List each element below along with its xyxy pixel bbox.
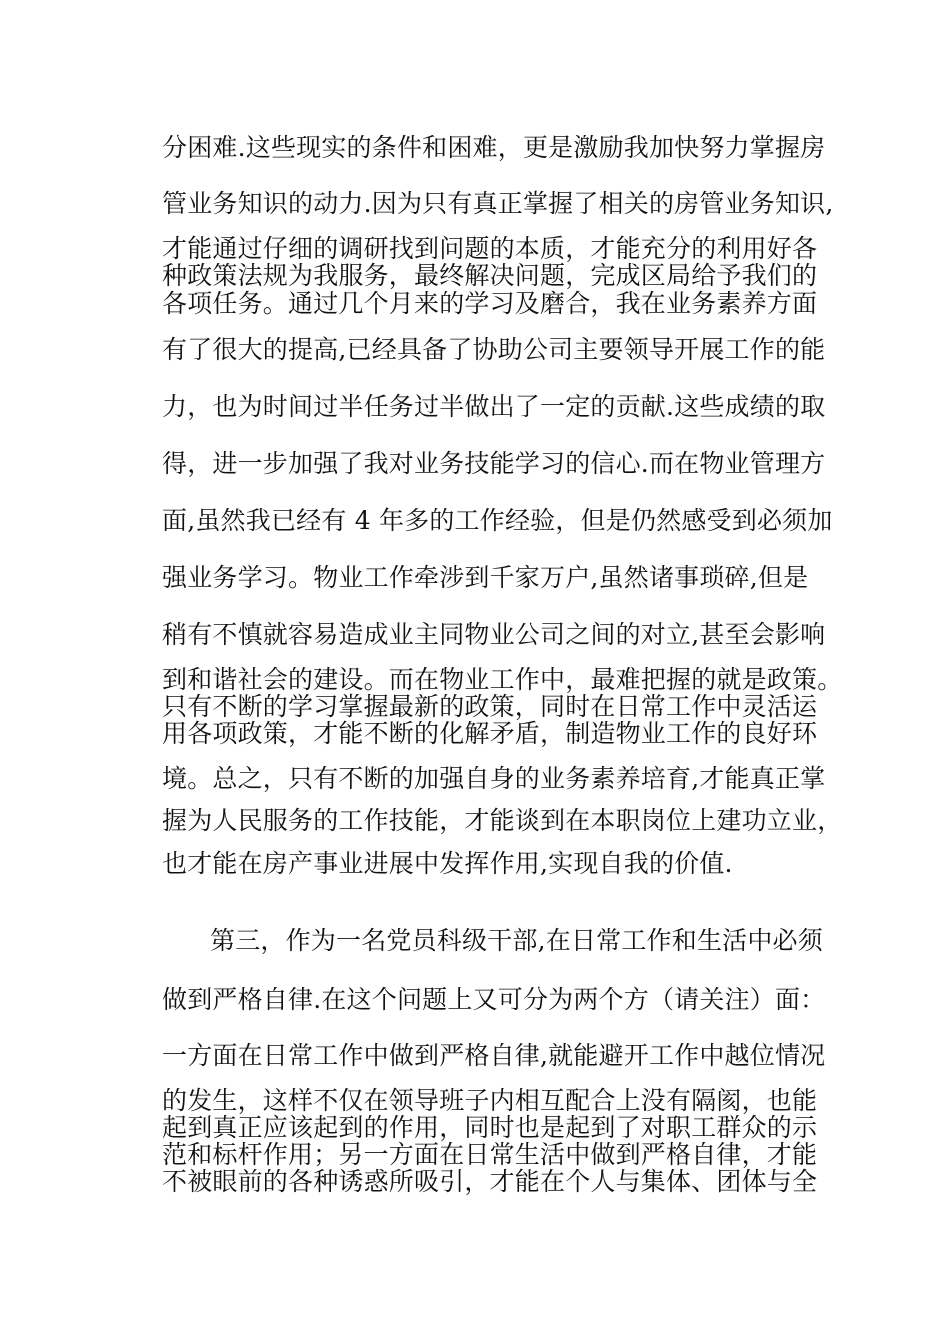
text-line: 一方面在日常工作中做到严格自律,就能避开工作中越位情况 bbox=[162, 1041, 826, 1070]
paragraph-start-line: 第三，作为一名党员科级干部,在日常工作和生活中必须 bbox=[210, 926, 823, 955]
text-line: 各项任务。通过几个月来的学习及磨合，我在业务素养方面 bbox=[162, 289, 818, 318]
text-line: 种政策法规为我服务，最终解决问题，完成区局给予我们的 bbox=[162, 261, 818, 290]
text-line: 也才能在房产事业进展中发挥作用,实现自我的价值. bbox=[162, 849, 733, 878]
text-line: 起到真正应该起到的作用，同时也是起到了对职工群众的示 bbox=[162, 1113, 818, 1142]
text-line: 力，也为时间过半任务过半做出了一定的贡献.这些成绩的取 bbox=[162, 392, 826, 421]
text-line: 只有不断的学习掌握最新的政策，同时在日常工作中灵活运 bbox=[162, 692, 818, 721]
text-line: 才能通过仔细的调研找到问题的本质，才能充分的利用好各 bbox=[162, 234, 818, 263]
text-line: 范和标杆作用；另一方面在日常生活中做到严格自律，才能 bbox=[162, 1140, 818, 1169]
text-line: 稍有不慎就容易造成业主同物业公司之间的对立,甚至会影响 bbox=[162, 620, 826, 649]
text-line: 的发生，这样不仅在领导班子内相互配合上没有隔阂，也能 bbox=[162, 1086, 818, 1115]
text-line: 得，进一步加强了我对业务技能学习的信心.而在物业管理方 bbox=[162, 449, 826, 478]
text-line: 做到严格自律.在这个问题上又可分为两个方（请关注）面： bbox=[162, 985, 826, 1014]
text-line: 到和谐社会的建设。而在物业工作中，最难把握的就是政策。 bbox=[162, 665, 843, 694]
text-line: 握为人民服务的工作技能，才能谈到在本职岗位上建功立业， bbox=[162, 806, 843, 835]
text-line: 管业务知识的动力.因为只有真正掌握了相关的房管业务知识, bbox=[162, 189, 834, 218]
text-line: 境。总之，只有不断的加强自身的业务素养培育,才能真正掌 bbox=[162, 764, 826, 793]
text-line: 用各项政策，才能不断的化解矛盾，制造物业工作的良好环 bbox=[162, 719, 818, 748]
text-line: 分困难.这些现实的条件和困难，更是激励我加快努力掌握房 bbox=[162, 133, 826, 162]
text-line: 不被眼前的各种诱惑所吸引，才能在个人与集体、团体与全 bbox=[162, 1167, 818, 1196]
text-line: 强业务学习。物业工作牵涉到千家万户,虽然诸事琐碎,但是 bbox=[162, 563, 809, 592]
text-line: 面,虽然我已经有 4 年多的工作经验，但是仍然感受到必须加 bbox=[162, 506, 833, 535]
text-line: 有了很大的提高,已经具备了协助公司主要领导开展工作的能 bbox=[162, 335, 826, 364]
